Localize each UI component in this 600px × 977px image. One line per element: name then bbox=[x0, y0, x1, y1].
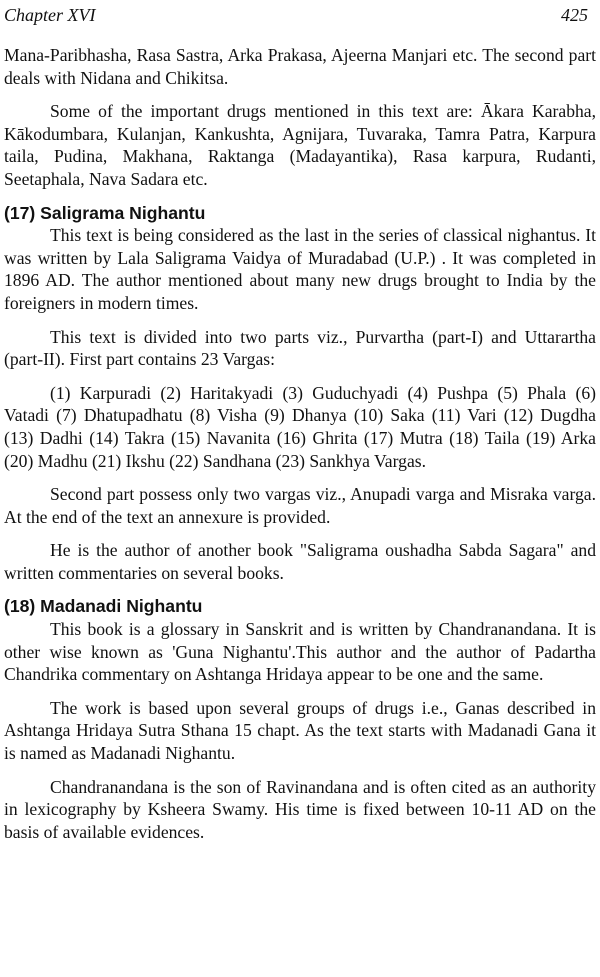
paragraph-6: Second part possess only two vargas viz., Anupadi varga and Misraka varga. At the end of the text an annexure is provided. bbox=[4, 484, 596, 527]
paragraph-3: This text is being considered as the last in the series of classical nighantus. It was written by Lala Saligrama Vaidya of Muradabad (U.P.) . It was completed in 1896 AD. The author mentioned about many new drugs brought to India by the foreigners in modern times. bbox=[4, 225, 596, 313]
section-heading-18: (18) Madanadi Nighantu bbox=[4, 596, 203, 617]
paragraph-8: This book is a glossary in Sanskrit and is written by Chandranandana. It is other wise known as 'Guna Nighantu'.This author and the author of Padartha Chandrika commentary on Ashtanga Hridaya appear to be one and the same. bbox=[4, 619, 596, 685]
section-heading-17: (17) Saligrama Nighantu bbox=[4, 202, 206, 223]
varga-list: (1) Karpuradi (2) Haritakyadi (3) Guduchyadi (4) Pushpa (5) Phala (6) Vatadi (7) Dhatupadhatu (8) Visha (9) Dhanya (10) Saka (11) Vari (12) Dugdha (13) Dadhi (14) Takra (15) Navanita (16) Ghrita (17) Mutra (18) Taila (19) Arka (20) Madhu (21) Ikshu (22) Sandhana (23) Sankhya Vargas. bbox=[4, 382, 596, 471]
page-number: 425 bbox=[561, 5, 588, 25]
paragraph-1: Mana-Paribhasha, Rasa Sastra, Arka Prakasa, Ajeerna Manjari etc. The second part deals with Nidana and Chikitsa. bbox=[4, 45, 596, 88]
paragraph-4: This text is divided into two parts viz., Purvartha (part-I) and Uttarartha (part-II). First part contains 23 Vargas: bbox=[4, 326, 596, 370]
page-body bbox=[4, 44, 596, 854]
paragraph-7: He is the author of another book "Saligrama oushadha Sabda Sagara" and written commentaries on several books. bbox=[4, 540, 596, 583]
paragraph-10: Chandranandana is the son of Ravinandana and is often cited as an authority in lexicography by Ksheera Swamy. His time is fixed between 10-11 AD on the basis of available evidences. bbox=[4, 776, 596, 842]
paragraph-9: The work is based upon several groups of drugs i.e., Ganas described in Ashtanga Hridaya Sutra Sthana 15 chapt. As the text starts with Madanadi Gana it is named as Madanadi Nighantu. bbox=[4, 697, 596, 764]
paragraph-2: Some of the important drugs mentioned in this text are: Ākara Karabha, Kākodumbara, Kulanjan, Kankushta, Agnijara, Tuvaraka, Tamra Patra, Karpura taila, Pudina, Makhana, Raktanga (Madayantika), Rasa karpura, Rudanti, Seetaphala, Nava Sadara etc. bbox=[4, 101, 596, 189]
chapter-header: Chapter XVI bbox=[4, 5, 96, 25]
